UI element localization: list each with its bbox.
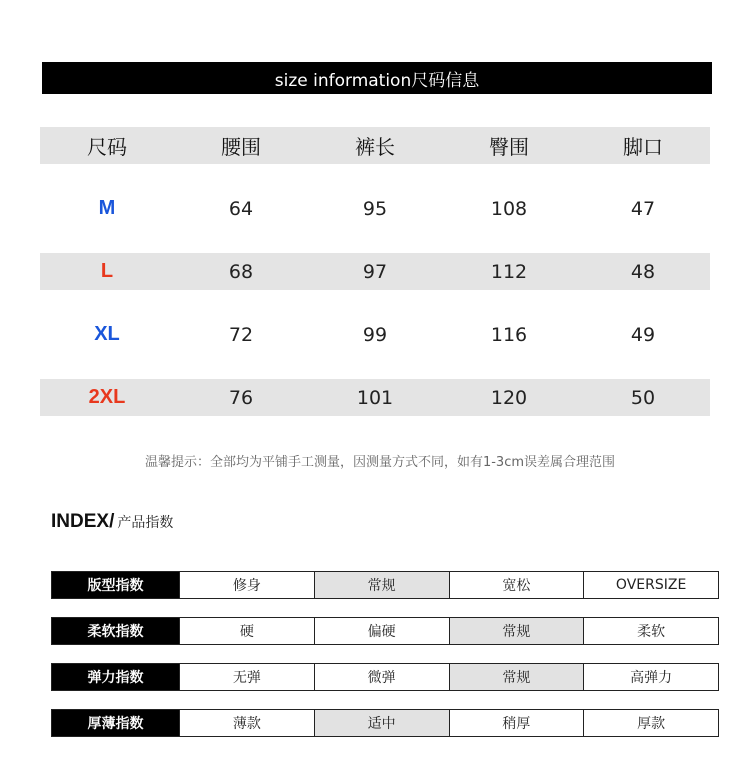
index-row-softness — [51, 617, 719, 645]
index-option: 无弹 — [179, 664, 314, 690]
index-option: 偏硬 — [314, 618, 449, 644]
index-option: 宽松 — [449, 572, 584, 598]
table-cell: 120 — [490, 386, 528, 409]
table-cell: 68 — [228, 260, 254, 283]
column-header: 裤长 — [355, 135, 395, 159]
index-option: 常规 — [314, 572, 449, 598]
table-cell: 101 — [356, 386, 394, 409]
section-title-bar — [42, 62, 712, 94]
table-header-row — [40, 127, 710, 164]
index-title-en: INDEX/ — [51, 511, 115, 532]
section-title: size information尺码信息 — [274, 70, 480, 91]
index-label: 版型指数 — [52, 572, 179, 598]
index-option: 微弹 — [314, 664, 449, 690]
table-cell: 64 — [228, 197, 254, 220]
index-title — [51, 511, 173, 533]
index-title-cn: 产品指数 — [117, 515, 174, 531]
index-option: 硬 — [179, 618, 314, 644]
index-option: 薄款 — [179, 710, 314, 736]
index-row-fit — [51, 571, 719, 599]
table-row — [40, 253, 710, 290]
table-cell: 108 — [490, 197, 528, 220]
size-label: M — [98, 197, 116, 219]
index-option: 修身 — [179, 572, 314, 598]
table-cell: 97 — [362, 260, 388, 283]
index-option: 柔软 — [583, 618, 718, 644]
index-label: 柔软指数 — [52, 618, 179, 644]
size-table — [40, 127, 710, 416]
index-option: 适中 — [314, 710, 449, 736]
column-header: 腰围 — [221, 135, 261, 159]
table-row — [40, 379, 710, 416]
table-cell: 116 — [490, 323, 528, 346]
index-label: 弹力指数 — [52, 664, 179, 690]
size-label: 2XL — [88, 386, 126, 408]
index-row-elasticity — [51, 663, 719, 691]
index-label: 厚薄指数 — [52, 710, 179, 736]
column-header: 臀围 — [489, 135, 529, 159]
table-row — [40, 190, 710, 227]
size-label: XL — [94, 323, 120, 345]
measurement-note: 温馨提示：全部均为平铺手工测量，因测量方式不同，如有1-3cm误差属合理范围 — [144, 455, 616, 470]
table-cell: 48 — [630, 260, 656, 283]
table-cell: 112 — [490, 260, 528, 283]
index-option: 常规 — [449, 618, 584, 644]
table-cell: 49 — [630, 323, 656, 346]
index-option: 稍厚 — [449, 710, 584, 736]
table-cell: 50 — [630, 386, 656, 409]
table-cell: 76 — [228, 386, 254, 409]
table-cell: 95 — [362, 197, 388, 220]
table-cell: 99 — [362, 323, 388, 346]
column-header: 脚口 — [623, 135, 663, 159]
index-row-thickness — [51, 709, 719, 737]
table-cell: 72 — [228, 323, 254, 346]
table-cell: 47 — [630, 197, 656, 220]
index-option: 厚款 — [583, 710, 718, 736]
column-header: 尺码 — [87, 135, 127, 159]
index-option: 常规 — [449, 664, 584, 690]
table-row — [40, 316, 710, 353]
index-option: OVERSIZE — [583, 572, 718, 598]
size-label: L — [100, 260, 114, 282]
index-option: 高弹力 — [583, 664, 718, 690]
